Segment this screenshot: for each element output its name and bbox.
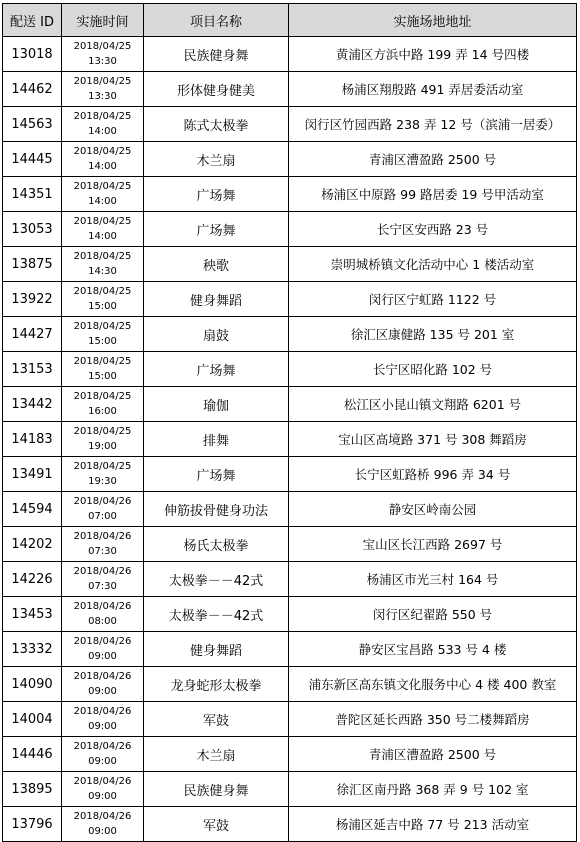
table-row — [3, 492, 577, 527]
table-row — [3, 352, 577, 387]
cell-project-name: 广场舞 — [144, 177, 289, 212]
cell-time — [62, 527, 144, 562]
cell-project-name: 健身舞蹈 — [144, 632, 289, 667]
cell-clock-time: 09:00 — [88, 826, 117, 837]
cell-address: 徐汇区康健路 135 号 201 室 — [289, 317, 577, 352]
table-row — [3, 177, 577, 212]
cell-time — [62, 177, 144, 212]
cell-address: 崇明城桥镇文化活动中心 1 楼活动室 — [289, 247, 577, 282]
cell-clock-time: 14:30 — [88, 266, 117, 277]
cell-clock-time: 09:00 — [88, 686, 117, 697]
cell-time — [62, 422, 144, 457]
cell-time — [62, 72, 144, 107]
table-row — [3, 282, 577, 317]
cell-address: 杨浦区翔殷路 491 弄居委活动室 — [289, 72, 577, 107]
cell-clock-time: 09:00 — [88, 721, 117, 732]
cell-date: 2018/04/26 — [73, 811, 132, 822]
cell-time — [62, 282, 144, 317]
cell-project-name: 民族健身舞 — [144, 37, 289, 72]
table-row — [3, 527, 577, 562]
cell-address: 杨浦区中原路 99 路居委 19 号甲活动室 — [289, 177, 577, 212]
cell-time — [62, 387, 144, 422]
cell-address: 宝山区高境路 371 号 308 舞蹈房 — [289, 422, 577, 457]
cell-clock-time: 09:00 — [88, 791, 117, 802]
header-time: 实施时间 — [62, 4, 144, 37]
cell-date: 2018/04/25 — [73, 111, 132, 122]
cell-time — [62, 247, 144, 282]
cell-date: 2018/04/25 — [73, 321, 132, 332]
cell-date: 2018/04/25 — [73, 181, 132, 192]
cell-time — [62, 492, 144, 527]
table-row — [3, 422, 577, 457]
cell-clock-time: 15:00 — [88, 371, 117, 382]
cell-clock-time: 09:00 — [88, 756, 117, 767]
cell-project-name: 龙身蛇形太极拳 — [144, 667, 289, 702]
cell-address: 徐汇区南丹路 368 弄 9 号 102 室 — [289, 772, 577, 807]
cell-project-name: 太极拳－－42式 — [144, 562, 289, 597]
cell-date: 2018/04/25 — [73, 356, 132, 367]
table-row — [3, 772, 577, 807]
cell-clock-time: 19:30 — [88, 476, 117, 487]
cell-address: 闵行区纪翟路 550 号 — [289, 597, 577, 632]
cell-address: 静安区岭南公园 — [289, 492, 577, 527]
cell-project-name: 排舞 — [144, 422, 289, 457]
cell-time — [62, 597, 144, 632]
cell-time — [62, 457, 144, 492]
table-row — [3, 667, 577, 702]
table-row — [3, 457, 577, 492]
cell-clock-time: 08:00 — [88, 616, 117, 627]
cell-date: 2018/04/26 — [73, 496, 132, 507]
cell-project-name: 瑜伽 — [144, 387, 289, 422]
cell-delivery-id: 14090 — [3, 667, 62, 702]
cell-address: 长宁区昭化路 102 号 — [289, 352, 577, 387]
cell-date: 2018/04/26 — [73, 741, 132, 752]
cell-project-name: 军鼓 — [144, 807, 289, 842]
cell-delivery-id: 14563 — [3, 107, 62, 142]
cell-address: 长宁区安西路 23 号 — [289, 212, 577, 247]
cell-address: 青浦区漕盈路 2500 号 — [289, 142, 577, 177]
table-row — [3, 37, 577, 72]
cell-date: 2018/04/25 — [73, 216, 132, 227]
table-row — [3, 72, 577, 107]
cell-clock-time: 15:00 — [88, 301, 117, 312]
cell-delivery-id: 13153 — [3, 352, 62, 387]
header-project-name: 项目名称 — [144, 4, 289, 37]
cell-date: 2018/04/25 — [73, 461, 132, 472]
cell-date: 2018/04/26 — [73, 601, 132, 612]
cell-address: 黄浦区方浜中路 199 弄 14 号四楼 — [289, 37, 577, 72]
cell-date: 2018/04/26 — [73, 706, 132, 717]
cell-delivery-id: 14427 — [3, 317, 62, 352]
cell-date: 2018/04/26 — [73, 776, 132, 787]
cell-project-name: 杨氏太极拳 — [144, 527, 289, 562]
cell-delivery-id: 14226 — [3, 562, 62, 597]
cell-address: 静安区宝昌路 533 号 4 楼 — [289, 632, 577, 667]
cell-time — [62, 317, 144, 352]
cell-project-name: 广场舞 — [144, 352, 289, 387]
cell-time — [62, 562, 144, 597]
cell-clock-time: 14:00 — [88, 161, 117, 172]
cell-project-name: 伸筋拔骨健身功法 — [144, 492, 289, 527]
cell-clock-time: 15:00 — [88, 336, 117, 347]
cell-date: 2018/04/26 — [73, 566, 132, 577]
cell-address: 杨浦区延吉中路 77 号 213 活动室 — [289, 807, 577, 842]
table-row — [3, 632, 577, 667]
cell-time — [62, 807, 144, 842]
cell-time — [62, 352, 144, 387]
cell-time — [62, 37, 144, 72]
table-row — [3, 597, 577, 632]
schedule-table — [2, 3, 577, 842]
cell-delivery-id: 13053 — [3, 212, 62, 247]
cell-time — [62, 737, 144, 772]
cell-delivery-id: 13875 — [3, 247, 62, 282]
cell-clock-time: 16:00 — [88, 406, 117, 417]
cell-delivery-id: 13922 — [3, 282, 62, 317]
cell-delivery-id: 14202 — [3, 527, 62, 562]
cell-date: 2018/04/25 — [73, 251, 132, 262]
table-row — [3, 562, 577, 597]
cell-clock-time: 14:00 — [88, 126, 117, 137]
cell-delivery-id: 14594 — [3, 492, 62, 527]
table-row — [3, 387, 577, 422]
table-row — [3, 212, 577, 247]
cell-project-name: 广场舞 — [144, 457, 289, 492]
cell-time — [62, 107, 144, 142]
cell-address: 普陀区延长西路 350 号二楼舞蹈房 — [289, 702, 577, 737]
cell-delivery-id: 14351 — [3, 177, 62, 212]
cell-date: 2018/04/26 — [73, 531, 132, 542]
cell-clock-time: 07:00 — [88, 511, 117, 522]
cell-clock-time: 13:30 — [88, 91, 117, 102]
cell-address: 闵行区宁虹路 1122 号 — [289, 282, 577, 317]
cell-project-name: 形体健身健美 — [144, 72, 289, 107]
cell-time — [62, 212, 144, 247]
cell-project-name: 木兰扇 — [144, 142, 289, 177]
cell-project-name: 陈式太极拳 — [144, 107, 289, 142]
table-row — [3, 702, 577, 737]
cell-address: 浦东新区高东镇文化服务中心 4 楼 400 教室 — [289, 667, 577, 702]
cell-date: 2018/04/25 — [73, 391, 132, 402]
table-row — [3, 807, 577, 842]
cell-project-name: 健身舞蹈 — [144, 282, 289, 317]
cell-address: 闵行区竹园西路 238 弄 12 号（滨浦一居委） — [289, 107, 577, 142]
cell-address: 长宁区虹路桥 996 弄 34 号 — [289, 457, 577, 492]
cell-time — [62, 702, 144, 737]
cell-clock-time: 09:00 — [88, 651, 117, 662]
cell-address: 宝山区长江西路 2697 号 — [289, 527, 577, 562]
cell-time — [62, 667, 144, 702]
cell-address: 青浦区漕盈路 2500 号 — [289, 737, 577, 772]
cell-time — [62, 142, 144, 177]
cell-delivery-id: 13332 — [3, 632, 62, 667]
cell-delivery-id: 13491 — [3, 457, 62, 492]
cell-project-name: 民族健身舞 — [144, 772, 289, 807]
cell-delivery-id: 14445 — [3, 142, 62, 177]
cell-project-name: 广场舞 — [144, 212, 289, 247]
header-delivery-id: 配送 ID — [3, 4, 62, 37]
cell-project-name: 木兰扇 — [144, 737, 289, 772]
cell-date: 2018/04/25 — [73, 41, 132, 52]
cell-delivery-id: 14004 — [3, 702, 62, 737]
cell-delivery-id: 14462 — [3, 72, 62, 107]
cell-delivery-id: 13442 — [3, 387, 62, 422]
header-address: 实施场地地址 — [289, 4, 577, 37]
table-row — [3, 142, 577, 177]
cell-clock-time: 14:00 — [88, 231, 117, 242]
cell-project-name: 太极拳－－42式 — [144, 597, 289, 632]
cell-project-name: 军鼓 — [144, 702, 289, 737]
cell-clock-time: 19:00 — [88, 441, 117, 452]
cell-delivery-id: 14446 — [3, 737, 62, 772]
table-row — [3, 107, 577, 142]
table-header-row — [3, 4, 577, 37]
cell-delivery-id: 13796 — [3, 807, 62, 842]
cell-address: 杨浦区市光三村 164 号 — [289, 562, 577, 597]
table-row — [3, 317, 577, 352]
cell-delivery-id: 13895 — [3, 772, 62, 807]
cell-delivery-id: 14183 — [3, 422, 62, 457]
cell-date: 2018/04/25 — [73, 146, 132, 157]
cell-clock-time: 14:00 — [88, 196, 117, 207]
cell-clock-time: 13:30 — [88, 56, 117, 67]
cell-date: 2018/04/25 — [73, 286, 132, 297]
cell-project-name: 秧歌 — [144, 247, 289, 282]
cell-date: 2018/04/26 — [73, 636, 132, 647]
cell-time — [62, 632, 144, 667]
cell-project-name: 扇鼓 — [144, 317, 289, 352]
table-row — [3, 247, 577, 282]
cell-date: 2018/04/26 — [73, 671, 132, 682]
cell-delivery-id: 13018 — [3, 37, 62, 72]
cell-clock-time: 07:30 — [88, 546, 117, 557]
cell-date: 2018/04/25 — [73, 426, 132, 437]
cell-time — [62, 772, 144, 807]
cell-delivery-id: 13453 — [3, 597, 62, 632]
cell-clock-time: 07:30 — [88, 581, 117, 592]
table-body — [3, 37, 577, 842]
cell-date: 2018/04/25 — [73, 76, 132, 87]
cell-address: 松江区小昆山镇文翔路 6201 号 — [289, 387, 577, 422]
table-row — [3, 737, 577, 772]
